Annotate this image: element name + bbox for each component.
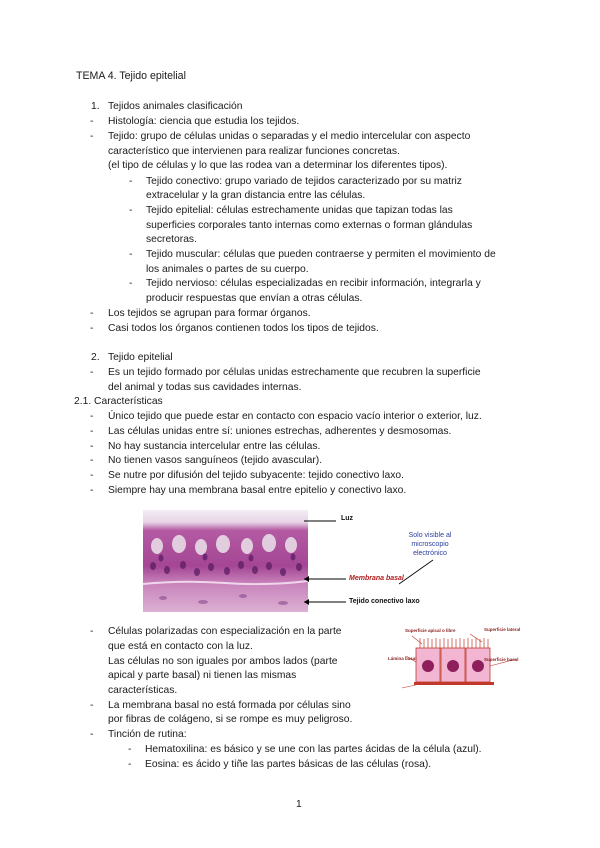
note-line: electrónico xyxy=(413,550,447,557)
list-item-continuation: Las células no son iguales por ambos lados (parte xyxy=(108,656,338,667)
note-line: microscopio xyxy=(411,541,449,548)
note-arrow xyxy=(395,558,440,588)
electron-microscope-note xyxy=(405,531,455,558)
list-item: - No hay sustancia intercelular entre las células. xyxy=(108,440,320,454)
sub-list-item-continuation: secretoras. xyxy=(146,234,197,245)
list-item: - Histología: ciencia que estudia los tejidos. xyxy=(108,115,299,129)
micrograph-image xyxy=(143,510,308,612)
nucleus-1 xyxy=(422,660,434,672)
sub-list-item-continuation: producir respuestas que envían a otras células. xyxy=(146,293,363,304)
list-item: - La membrana basal no está formada por células sino xyxy=(108,699,351,713)
list-item: - Se nutre por difusión del tejido subyacente: tejido conectivo laxo. xyxy=(108,469,404,483)
basal-lamina xyxy=(414,682,494,685)
section-1-heading xyxy=(91,100,243,114)
list-item-continuation: del animal y todas sus cavidades internas. xyxy=(108,382,302,393)
label-basal: Superficie basal xyxy=(484,657,519,662)
sub-list-item-continuation: superficies corporales tanto internas como externas o forman glándulas xyxy=(146,220,473,231)
list-item-continuation: (el tipo de células y lo que las rodea van a determinar los diferentes tipos). xyxy=(108,160,448,171)
section-2-1-heading: 2.1. Características xyxy=(74,396,163,407)
page-number: 1 xyxy=(296,799,302,810)
page-title: TEMA 4. Tejido epitelial xyxy=(76,70,186,82)
section-2-number: 2. xyxy=(91,352,100,363)
note-line: Solo visible al xyxy=(408,532,452,539)
list-item: - No tienen vasos sanguíneos (tejido avascular). xyxy=(108,454,322,468)
sub-list-item-continuation: extracelular y la gran distancia entre las células. xyxy=(146,190,366,201)
list-item-continuation: características. xyxy=(108,685,178,696)
list-item: - Siempre hay una membrana basal entre epitelio y conectivo laxo. xyxy=(108,484,406,498)
list-item: - Tejido: grupo de células unidas o separadas y el medio intercelular con aspecto xyxy=(108,130,470,144)
section-2-heading xyxy=(91,351,173,365)
list-item: - Tinción de rutina: xyxy=(108,728,187,742)
label-tejido-conectivo: Tejido conectivo laxo xyxy=(349,598,420,605)
nucleus-3 xyxy=(472,660,484,672)
list-item: - Células polarizadas con especialización en la parte xyxy=(108,625,342,639)
list-item-continuation: apical y parte basal) ni tienen las mismas xyxy=(108,670,297,681)
sub-list-item: - Tejido conectivo: grupo variado de tejidos caracterizado por su matriz xyxy=(146,175,462,189)
sub-list-item: - Eosina: es ácido y tiñe las partes básicas de las células (rosa). xyxy=(145,758,431,772)
list-item-continuation: por fibras de colágeno, si se rompe es muy peligroso. xyxy=(108,714,353,725)
list-item: - Casi todos los órganos contienen todos los tipos de tejidos. xyxy=(108,322,379,336)
label-apical: Superficie apical o libre xyxy=(405,628,456,633)
sub-list-item: - Tejido nervioso: células especializadas en recibir información, integrarla y xyxy=(146,277,481,291)
section-2-heading-text: Tejido epitelial xyxy=(108,352,173,363)
section-1-number: 1. xyxy=(91,101,100,112)
label-membrana-basal: Membrana basal xyxy=(349,575,404,582)
label-lamina: Lámina basal xyxy=(388,656,417,661)
label-lateral: Superficie lateral xyxy=(484,627,521,632)
list-item: - Las células unidas entre sí: uniones estrechas, adherentes y desmosomas. xyxy=(108,425,451,439)
list-item: - Es un tejido formado por células unidas estrechamente que recubren la superficie xyxy=(108,366,481,380)
sub-list-item: - Tejido muscular: células que pueden contraerse y permiten el movimiento de xyxy=(146,248,496,262)
figure-1-arrows xyxy=(300,510,360,610)
sub-list-item-continuation: los animales o partes de su cuerpo. xyxy=(146,264,309,275)
sub-list-item: - Tejido epitelial: células estrechamente unidas que tapizan todas las xyxy=(146,204,453,218)
list-item: - Único tejido que puede estar en contacto con espacio vacío interior o exterior, luz. xyxy=(108,410,482,424)
histology-micrograph xyxy=(143,510,308,612)
nucleus-2 xyxy=(447,660,459,672)
section-1-heading-text: Tejidos animales clasificación xyxy=(108,101,243,112)
list-item-continuation: que está en contacto con la luz. xyxy=(108,641,253,652)
list-item: - Los tejidos se agrupan para formar órganos. xyxy=(108,307,311,321)
list-item-continuation: característico que intervienen para realizar funciones concretas. xyxy=(108,146,400,157)
label-luz: Luz xyxy=(341,515,354,522)
sub-list-item: - Hematoxilina: es básico y se une con las partes ácidas de la célula (azul). xyxy=(145,743,482,757)
